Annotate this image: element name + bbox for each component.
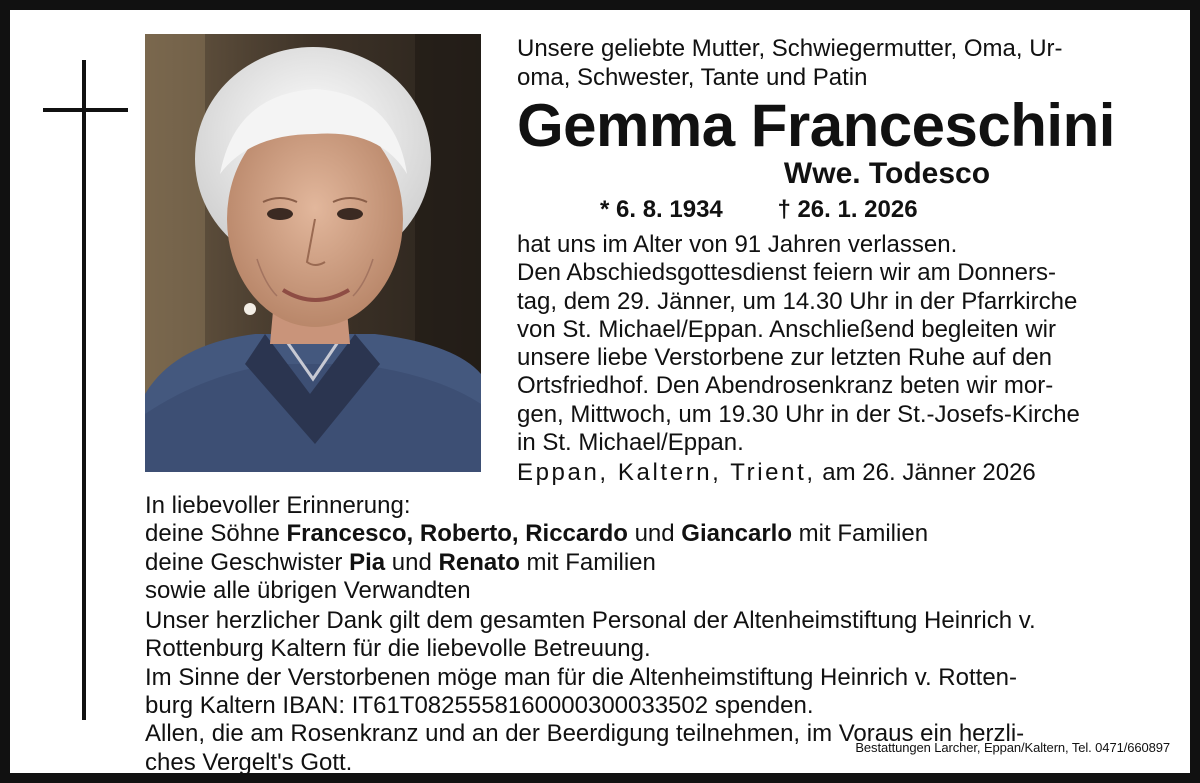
announcement-line: gen, Mittwoch, um 19.30 Uhr in der St.-Josefs-Kirche — [517, 400, 1080, 428]
relatives-line: sowie alle übrigen Verwandten — [145, 576, 471, 604]
announcement-line: von St. Michael/Eppan. Anschließend begleiten wir — [517, 315, 1056, 343]
sons-line — [145, 520, 1185, 548]
remembrance-section — [145, 492, 1185, 777]
service-announcement — [517, 231, 1177, 457]
cross-icon-crossbar — [43, 108, 128, 112]
sibling-name: Pia — [349, 548, 386, 576]
thanks-line: ches Vergelt's Gott. — [145, 748, 353, 776]
birth-date: * 6. 8. 1934 — [600, 196, 723, 223]
intro-line: oma, Schwester, Tante und Patin — [517, 64, 868, 91]
sons-names: Francesco, Roberto, Riccardo — [286, 520, 628, 548]
siblings-and: und — [385, 548, 439, 576]
siblings-suffix: mit Familien — [519, 548, 656, 576]
intro-text — [517, 34, 1177, 92]
portrait-photo — [145, 34, 481, 472]
thanks-line: Allen, die am Rosenkranz und an der Beerdigung teilnehmen, im Voraus ein herzli- — [145, 720, 1025, 748]
deceased-name: Gemma Franceschini — [517, 92, 1115, 159]
funeral-home-credit: Bestattungen Larcher, Eppan/Kaltern, Tel. 0471/660897 — [855, 740, 1170, 755]
thanks-line: burg Kaltern IBAN: IT61T0825558160000300033502 spenden. — [145, 692, 814, 720]
announcement-line: in St. Michael/Eppan. — [517, 429, 744, 457]
thanks-line: Unser herzlicher Dank gilt dem gesamten Personal der Altenheimstiftung Heinrich v. — [145, 607, 1036, 635]
remembrance-heading: In liebevoller Erinnerung: — [145, 492, 411, 519]
sons-prefix: deine Söhne — [145, 520, 287, 548]
sons-suffix: mit Familien — [792, 520, 929, 548]
thanks-line: Rottenburg Kaltern für die liebevolle Betreuung. — [145, 635, 651, 663]
cross-icon — [82, 60, 86, 720]
son-name: Giancarlo — [681, 520, 793, 548]
thanks-line: Im Sinne der Verstorbenen möge man für die Altenheimstiftung Heinrich v. Rotten- — [145, 663, 1018, 691]
announcement-line: hat uns im Alter von 91 Jahren verlassen. — [517, 231, 958, 258]
announcement-line: tag, dem 29. Jänner, um 14.30 Uhr in der Pfarrkirche — [517, 287, 1078, 315]
intro-line: Unsere geliebte Mutter, Schwiegermutter, Oma, Ur- — [517, 35, 1063, 62]
death-date: † 26. 1. 2026 — [777, 196, 918, 223]
sons-and: und — [627, 520, 682, 548]
announcement-line: unsere liebe Verstorbene zur letzten Ruhe auf den — [517, 344, 1053, 372]
announcement-line: Den Abschiedsgottesdienst feiern wir am Donners- — [517, 259, 1056, 287]
place-date — [517, 458, 1177, 488]
sibling-name: Renato — [438, 548, 520, 576]
siblings-prefix: deine Geschwister — [145, 548, 350, 576]
notice-date: am 26. Jänner 2026 — [815, 459, 1036, 486]
announcement-line: Ortsfriedhof. Den Abendrosenkranz beten wir mor- — [517, 372, 1054, 400]
life-dates — [600, 195, 1100, 225]
siblings-line — [145, 549, 1185, 577]
widow-of: Wwe. Todesco — [783, 157, 991, 190]
places: Eppan, Kaltern, Trient, — [517, 459, 816, 486]
